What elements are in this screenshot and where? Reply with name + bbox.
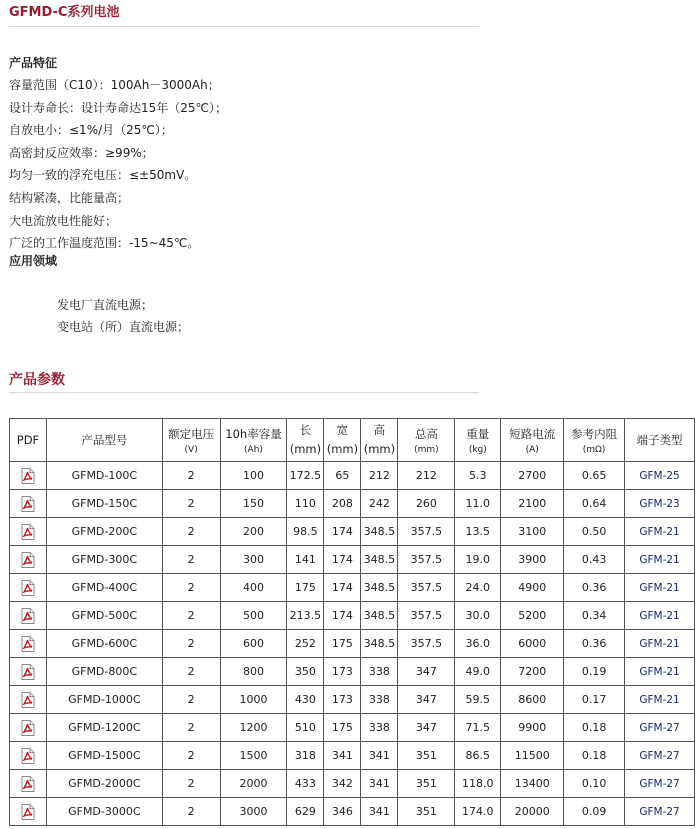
- table-cell: 338: [361, 686, 398, 714]
- terminal-type-cell: GFM-21: [625, 658, 695, 686]
- table-cell: 3900: [501, 546, 564, 574]
- table-cell: 150: [220, 490, 287, 518]
- column-header-label: PDF: [16, 432, 40, 447]
- table-cell: GFMD-1500C: [46, 742, 162, 770]
- pdf-cell[interactable]: [10, 798, 47, 826]
- feature-item: 结构紧凑，比能量高；: [9, 191, 130, 205]
- table-cell: GFMD-1200C: [46, 714, 162, 742]
- table-cell: 0.09: [564, 798, 625, 826]
- table-cell: 2000: [220, 770, 287, 798]
- table-cell: 341: [361, 798, 398, 826]
- table-cell: 3000: [220, 798, 287, 826]
- terminal-type-cell: GFM-25: [625, 462, 695, 490]
- pdf-file-icon[interactable]: [21, 693, 35, 706]
- table-cell: 348.5: [361, 518, 398, 546]
- applications-heading: 应用领域: [9, 254, 58, 268]
- table-cell: 338: [361, 714, 398, 742]
- table-cell: 1500: [220, 742, 287, 770]
- table-cell: 357.5: [398, 518, 455, 546]
- table-cell: 141: [287, 546, 324, 574]
- table-row: [10, 602, 695, 630]
- table-cell: 300: [220, 546, 287, 574]
- terminal-type-cell: GFM-21: [625, 574, 695, 602]
- table-cell: 110: [287, 490, 324, 518]
- feature-item: 大电流放电性能好；: [9, 213, 118, 228]
- table-cell: 0.43: [564, 546, 625, 574]
- table-cell: 98.5: [287, 518, 324, 546]
- table-cell: 0.19: [564, 658, 625, 686]
- table-cell: 500: [220, 602, 287, 630]
- column-header: [46, 419, 162, 462]
- table-cell: 174: [324, 518, 361, 546]
- table-cell: 348.5: [361, 630, 398, 658]
- terminal-type-cell: GFM-21: [625, 546, 695, 574]
- pdf-cell[interactable]: [10, 602, 47, 630]
- table-cell: 351: [398, 770, 455, 798]
- pdf-file-icon[interactable]: [21, 553, 35, 566]
- pdf-file-icon[interactable]: [21, 665, 35, 678]
- features-heading: 产品特征: [9, 56, 58, 70]
- table-cell: 2: [162, 574, 220, 602]
- table-cell: 350: [287, 658, 324, 686]
- application-item: 变电站（所）直流电源；: [57, 320, 190, 334]
- table-cell: GFMD-300C: [46, 546, 162, 574]
- table-cell: GFMD-600C: [46, 630, 162, 658]
- table-cell: 13.5: [455, 518, 501, 546]
- column-header-label: 高(mm): [363, 423, 396, 456]
- pdf-cell[interactable]: [10, 770, 47, 798]
- table-cell: 357.5: [398, 546, 455, 574]
- column-header-unit: (kg): [468, 444, 487, 455]
- feature-item: 广泛的工作温度范围：-15~45℃。: [9, 236, 200, 251]
- column-header: [220, 419, 287, 462]
- terminal-type-cell: GFM-27: [625, 770, 695, 798]
- pdf-file-icon[interactable]: [21, 637, 35, 650]
- table-cell: 2: [162, 546, 220, 574]
- table-row: [10, 462, 695, 490]
- table-cell: 510: [287, 714, 324, 742]
- table-cell: 71.5: [455, 714, 501, 742]
- column-header-label: 参考内阻: [571, 426, 618, 441]
- table-row: [10, 546, 695, 574]
- pdf-file-icon[interactable]: [21, 805, 35, 818]
- feature-item: 高密封反应效率：≥99%；: [9, 145, 154, 160]
- table-cell: 212: [361, 462, 398, 490]
- table-row: [10, 770, 695, 798]
- table-cell: 0.36: [564, 574, 625, 602]
- pdf-file-icon[interactable]: [21, 609, 35, 622]
- table-cell: 2: [162, 714, 220, 742]
- column-header-label: 短路电流: [509, 426, 556, 441]
- pdf-file-icon[interactable]: [21, 749, 35, 762]
- column-header-label: 长(mm): [289, 423, 322, 456]
- table-cell: 338: [361, 658, 398, 686]
- table-cell: 0.18: [564, 742, 625, 770]
- pdf-file-icon[interactable]: [21, 581, 35, 594]
- table-cell: 208: [324, 490, 361, 518]
- table-cell: 174: [324, 602, 361, 630]
- terminal-type-cell: GFM-21: [625, 686, 695, 714]
- table-cell: 346: [324, 798, 361, 826]
- table-cell: 351: [398, 798, 455, 826]
- table-cell: 433: [287, 770, 324, 798]
- table-cell: 2: [162, 798, 220, 826]
- table-cell: 347: [398, 658, 455, 686]
- table-cell: 118.0: [455, 770, 501, 798]
- table-cell: 2: [162, 630, 220, 658]
- table-cell: 0.50: [564, 518, 625, 546]
- table-cell: GFMD-1000C: [46, 686, 162, 714]
- table-cell: 212: [398, 462, 455, 490]
- table-cell: 6000: [501, 630, 564, 658]
- table-cell: 8600: [501, 686, 564, 714]
- table-row: [10, 658, 695, 686]
- table-cell: 0.17: [564, 686, 625, 714]
- table-cell: 260: [398, 490, 455, 518]
- table-cell: 347: [398, 714, 455, 742]
- terminal-type-cell: GFM-27: [625, 742, 695, 770]
- table-cell: 2: [162, 490, 220, 518]
- table-cell: 3100: [501, 518, 564, 546]
- table-cell: 172.5: [287, 462, 324, 490]
- table-cell: 0.64: [564, 490, 625, 518]
- table-cell: 49.0: [455, 658, 501, 686]
- table-cell: 2: [162, 462, 220, 490]
- table-row: [10, 574, 695, 602]
- pdf-file-icon[interactable]: [21, 777, 35, 790]
- column-header-unit: (mΩ): [582, 444, 606, 455]
- pdf-cell[interactable]: [10, 546, 47, 574]
- pdf-cell[interactable]: [10, 518, 47, 546]
- page-title: GFMD-C系列电池: [9, 4, 479, 27]
- table-cell: 341: [324, 742, 361, 770]
- table-cell: 2: [162, 770, 220, 798]
- column-header-label: 额定电压: [168, 426, 215, 441]
- table-cell: 7200: [501, 658, 564, 686]
- table-cell: 4900: [501, 574, 564, 602]
- table-header-row: [10, 419, 695, 462]
- pdf-file-icon[interactable]: [21, 497, 35, 510]
- table-cell: 0.34: [564, 602, 625, 630]
- column-header-label: 重量: [466, 426, 490, 441]
- table-cell: 20000: [501, 798, 564, 826]
- table-row: [10, 490, 695, 518]
- terminal-type-cell: GFM-21: [625, 630, 695, 658]
- table-cell: 59.5: [455, 686, 501, 714]
- column-header: [564, 419, 625, 462]
- feature-item: 设计寿命长：设计寿命达15年（25℃）；: [9, 100, 228, 115]
- column-header-unit: (mm): [414, 444, 439, 455]
- table-cell: 1000: [220, 686, 287, 714]
- table-cell: 348.5: [361, 602, 398, 630]
- table-cell: 2: [162, 658, 220, 686]
- column-header: [501, 419, 564, 462]
- terminal-type-cell: GFM-21: [625, 602, 695, 630]
- table-cell: 2: [162, 686, 220, 714]
- table-cell: 200: [220, 518, 287, 546]
- pdf-cell[interactable]: [10, 490, 47, 518]
- table-cell: 2: [162, 742, 220, 770]
- table-cell: 5200: [501, 602, 564, 630]
- table-cell: 175: [324, 714, 361, 742]
- table-cell: 0.10: [564, 770, 625, 798]
- table-row: [10, 714, 695, 742]
- table-cell: GFMD-500C: [46, 602, 162, 630]
- column-header-label: 总高: [414, 426, 438, 441]
- table-cell: 65: [324, 462, 361, 490]
- column-header: [625, 419, 695, 462]
- pdf-cell[interactable]: [10, 630, 47, 658]
- pdf-file-icon[interactable]: [21, 721, 35, 734]
- table-cell: 86.5: [455, 742, 501, 770]
- table-cell: 2700: [501, 462, 564, 490]
- table-cell: 342: [324, 770, 361, 798]
- pdf-cell[interactable]: [10, 714, 47, 742]
- table-cell: GFMD-2000C: [46, 770, 162, 798]
- table-cell: 800: [220, 658, 287, 686]
- column-header: [162, 419, 220, 462]
- feature-item: 自放电小：≤1%/月（25℃）；: [9, 123, 173, 138]
- table-cell: GFMD-100C: [46, 462, 162, 490]
- table-cell: 174: [324, 574, 361, 602]
- table-cell: 11500: [501, 742, 564, 770]
- table-cell: 0.18: [564, 714, 625, 742]
- table-cell: 0.65: [564, 462, 625, 490]
- table-row: [10, 518, 695, 546]
- feature-item: 容量范围（C10）：100Ah－3000Ah；: [9, 78, 220, 92]
- table-cell: GFMD-800C: [46, 658, 162, 686]
- table-row: [10, 630, 695, 658]
- pdf-cell[interactable]: [10, 462, 47, 490]
- column-header: [398, 419, 455, 462]
- table-row: [10, 798, 695, 826]
- application-item: 发电厂直流电源；: [57, 298, 154, 312]
- table-cell: 430: [287, 686, 324, 714]
- table-cell: 213.5: [287, 602, 324, 630]
- table-cell: 629: [287, 798, 324, 826]
- terminal-type-cell: GFM-27: [625, 714, 695, 742]
- column-header-label: 端子类型: [636, 432, 683, 447]
- table-cell: 347: [398, 686, 455, 714]
- pdf-cell[interactable]: [10, 658, 47, 686]
- table-cell: 9900: [501, 714, 564, 742]
- feature-item: 均匀一致的浮充电压：≤±50mV。: [9, 168, 197, 183]
- table-row: [10, 742, 695, 770]
- table-cell: GFMD-150C: [46, 490, 162, 518]
- table-cell: 348.5: [361, 574, 398, 602]
- table-cell: 357.5: [398, 574, 455, 602]
- terminal-type-cell: GFM-21: [625, 518, 695, 546]
- column-header: [287, 419, 324, 462]
- table-cell: 174.0: [455, 798, 501, 826]
- table-cell: 24.0: [455, 574, 501, 602]
- table-cell: 173: [324, 658, 361, 686]
- terminal-type-cell: GFM-23: [625, 490, 695, 518]
- table-row: [10, 686, 695, 714]
- column-header-unit: (Ah): [244, 444, 263, 455]
- terminal-type-cell: GFM-27: [625, 798, 695, 826]
- table-cell: 19.0: [455, 546, 501, 574]
- table-cell: GFMD-400C: [46, 574, 162, 602]
- table-cell: 2: [162, 518, 220, 546]
- table-cell: 2100: [501, 490, 564, 518]
- table-cell: 0.36: [564, 630, 625, 658]
- table-cell: 242: [361, 490, 398, 518]
- table-cell: 13400: [501, 770, 564, 798]
- params-title: 产品参数: [9, 370, 479, 393]
- table-cell: 351: [398, 742, 455, 770]
- table-cell: 341: [361, 742, 398, 770]
- column-header: [10, 419, 47, 462]
- column-header: [324, 419, 361, 462]
- table-cell: 175: [287, 574, 324, 602]
- table-cell: 174: [324, 546, 361, 574]
- column-header-label: 产品型号: [81, 432, 128, 447]
- table-cell: 252: [287, 630, 324, 658]
- column-header-label: 10h率容量: [225, 426, 282, 441]
- table-cell: 36.0: [455, 630, 501, 658]
- table-cell: 318: [287, 742, 324, 770]
- pdf-file-icon[interactable]: [21, 525, 35, 538]
- pdf-cell[interactable]: [10, 742, 47, 770]
- table-cell: 100: [220, 462, 287, 490]
- table-cell: 2: [162, 602, 220, 630]
- table-cell: 11.0: [455, 490, 501, 518]
- column-header: [361, 419, 398, 462]
- table-cell: 1200: [220, 714, 287, 742]
- table-cell: 600: [220, 630, 287, 658]
- column-header-unit: (V): [184, 444, 198, 455]
- pdf-cell[interactable]: [10, 686, 47, 714]
- table-cell: 5.3: [455, 462, 501, 490]
- pdf-cell[interactable]: [10, 574, 47, 602]
- table-cell: GFMD-3000C: [46, 798, 162, 826]
- column-header: [455, 419, 501, 462]
- table-cell: 30.0: [455, 602, 501, 630]
- table-cell: 173: [324, 686, 361, 714]
- table-cell: 348.5: [361, 546, 398, 574]
- column-header-label: 宽(mm): [326, 423, 359, 456]
- table-cell: 400: [220, 574, 287, 602]
- spec-table: [9, 418, 695, 826]
- table-cell: GFMD-200C: [46, 518, 162, 546]
- column-header-unit: (A): [525, 444, 539, 455]
- table-cell: 341: [361, 770, 398, 798]
- table-cell: 357.5: [398, 630, 455, 658]
- table-cell: 175: [324, 630, 361, 658]
- table-cell: 357.5: [398, 602, 455, 630]
- pdf-file-icon[interactable]: [21, 469, 35, 482]
